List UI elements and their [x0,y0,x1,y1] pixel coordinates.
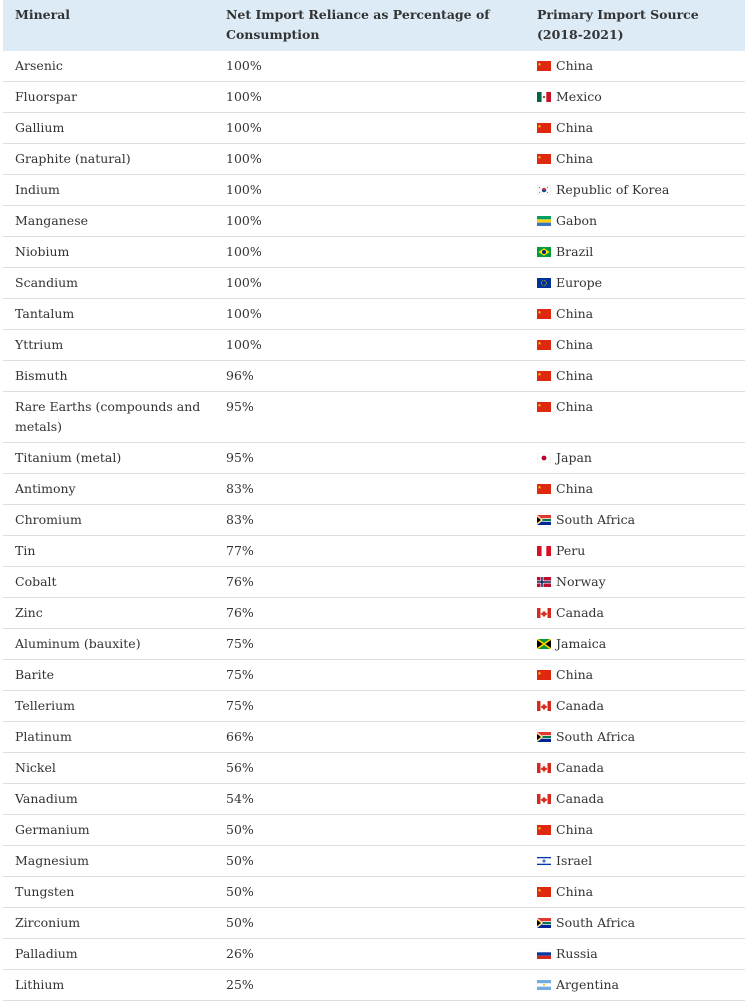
table-row [3,877,745,908]
reliance-cell: 56% [214,753,525,784]
table-row [3,443,745,474]
reliance-cell: 96% [214,361,525,392]
mineral-cell: Cobalt [3,567,214,598]
china-flag-icon [537,371,551,381]
norway-flag-icon [537,577,551,587]
mineral-cell: Niobium [3,237,214,268]
source-cell [525,505,745,536]
reliance-cell: 100% [214,82,525,113]
china-flag-icon [537,123,551,133]
header-reliance: Net Import Reliance as Percentage of Consumption [214,0,525,51]
table-row [3,598,745,629]
source-label: China [556,884,594,899]
japan-flag-icon [537,453,551,463]
canada-flag-icon [537,701,551,711]
mineral-cell: Lithium [3,970,214,1001]
argentina-flag-icon [537,980,551,990]
source-cell [525,722,745,753]
mineral-cell: Magnesium [3,846,214,877]
mineral-cell: Gallium [3,113,214,144]
source-wrapper [537,541,733,561]
table-row [3,815,745,846]
mineral-cell: Antimony [3,474,214,505]
reliance-cell: 100% [214,299,525,330]
source-cell [525,206,745,237]
reliance-cell: 100% [214,330,525,361]
source-label: Europe [556,275,603,290]
source-wrapper [537,603,733,623]
source-wrapper [537,273,733,293]
korea-flag-icon [537,185,551,195]
china-flag-icon [537,484,551,494]
mineral-cell: Fluorspar [3,82,214,113]
source-wrapper [537,944,733,964]
reliance-cell: 25% [214,970,525,1001]
china-flag-icon [537,887,551,897]
mineral-cell: Zirconium [3,908,214,939]
source-wrapper [537,572,733,592]
table-row [3,474,745,505]
reliance-cell: 50% [214,846,525,877]
mineral-cell: Indium [3,175,214,206]
reliance-cell: 83% [214,505,525,536]
source-wrapper [537,758,733,778]
brazil-flag-icon [537,247,551,257]
table-row [3,939,745,970]
china-flag-icon [537,670,551,680]
mineral-import-table [3,0,745,1001]
mineral-cell: Arsenic [3,51,214,82]
mexico-flag-icon [537,92,551,102]
source-cell [525,536,745,567]
israel-flag-icon [537,856,551,866]
header-mineral: Mineral [3,0,214,51]
gabon-flag-icon [537,216,551,226]
mineral-cell: Tantalum [3,299,214,330]
table-row [3,784,745,815]
source-label: Brazil [556,244,594,259]
mineral-cell: Tungsten [3,877,214,908]
table-row [3,505,745,536]
table-header [3,0,745,51]
reliance-cell: 50% [214,877,525,908]
mineral-cell: Germanium [3,815,214,846]
source-wrapper [537,56,733,76]
source-wrapper [537,510,733,530]
source-label: China [556,120,594,135]
source-label: South Africa [556,915,636,930]
source-label: Republic of Korea [556,182,670,197]
source-wrapper [537,242,733,262]
reliance-cell: 76% [214,598,525,629]
source-cell [525,175,745,206]
mineral-cell: Graphite (natural) [3,144,214,175]
table-row [3,361,745,392]
source-cell [525,939,745,970]
mineral-cell: Nickel [3,753,214,784]
eu-flag-icon [537,278,551,288]
reliance-cell: 100% [214,144,525,175]
source-wrapper [537,118,733,138]
table-row [3,330,745,361]
china-flag-icon [537,825,551,835]
mineral-cell: Bismuth [3,361,214,392]
table-row [3,144,745,175]
header-source: Primary Import Source (2018-2021) [525,0,745,51]
reliance-cell: 26% [214,939,525,970]
reliance-cell: 75% [214,691,525,722]
source-wrapper [537,913,733,933]
source-cell [525,268,745,299]
china-flag-icon [537,61,551,71]
source-label: China [556,481,594,496]
source-label: China [556,337,594,352]
mineral-cell: Manganese [3,206,214,237]
reliance-cell: 50% [214,815,525,846]
table-row [3,237,745,268]
reliance-cell: 75% [214,629,525,660]
source-cell [525,784,745,815]
source-wrapper [537,479,733,499]
source-wrapper [537,665,733,685]
source-label: South Africa [556,512,636,527]
source-label: South Africa [556,729,636,744]
mineral-cell: Chromium [3,505,214,536]
reliance-cell: 95% [214,443,525,474]
source-label: Russia [556,946,598,961]
source-label: Japan [556,450,592,465]
source-cell [525,877,745,908]
mineral-cell: Rare Earths (compounds and metals) [3,392,214,443]
source-cell [525,299,745,330]
source-wrapper [537,397,733,417]
reliance-cell: 50% [214,908,525,939]
source-cell [525,629,745,660]
source-label: Canada [556,605,604,620]
russia-flag-icon [537,949,551,959]
source-cell [525,753,745,784]
mineral-cell: Scandium [3,268,214,299]
source-wrapper [537,696,733,716]
source-label: China [556,151,594,166]
table-row [3,691,745,722]
source-wrapper [537,149,733,169]
table-row [3,206,745,237]
reliance-cell: 100% [214,113,525,144]
table-row [3,567,745,598]
source-label: Gabon [556,213,598,228]
reliance-cell: 100% [214,175,525,206]
mineral-cell: Palladium [3,939,214,970]
table-row [3,113,745,144]
source-label: China [556,822,594,837]
mineral-cell: Vanadium [3,784,214,815]
china-flag-icon [537,402,551,412]
source-label: Canada [556,698,604,713]
canada-flag-icon [537,794,551,804]
source-cell [525,330,745,361]
source-cell [525,82,745,113]
south-africa-flag-icon [537,918,551,928]
table-row [3,846,745,877]
jamaica-flag-icon [537,639,551,649]
table-row [3,722,745,753]
canada-flag-icon [537,763,551,773]
source-label: China [556,667,594,682]
source-label: China [556,58,594,73]
table-row [3,970,745,1001]
reliance-cell: 75% [214,660,525,691]
source-cell [525,908,745,939]
source-label: Peru [556,543,586,558]
mineral-cell: Zinc [3,598,214,629]
mineral-cell: Yttrium [3,330,214,361]
source-label: Canada [556,760,604,775]
source-label: Israel [556,853,593,868]
source-wrapper [537,87,733,107]
china-flag-icon [537,309,551,319]
china-flag-icon [537,340,551,350]
table-row [3,908,745,939]
table-body [3,51,745,1001]
source-wrapper [537,448,733,468]
mineral-cell: Barite [3,660,214,691]
source-cell [525,970,745,1001]
source-wrapper [537,975,733,995]
mineral-cell: Tellerium [3,691,214,722]
table-row [3,660,745,691]
table-row [3,51,745,82]
source-wrapper [537,211,733,231]
china-flag-icon [537,154,551,164]
source-wrapper [537,180,733,200]
source-cell [525,51,745,82]
reliance-cell: 100% [214,237,525,268]
mineral-cell: Tin [3,536,214,567]
reliance-cell: 66% [214,722,525,753]
source-cell [525,443,745,474]
source-label: China [556,306,594,321]
peru-flag-icon [537,546,551,556]
source-cell [525,660,745,691]
source-wrapper [537,727,733,747]
table-row [3,268,745,299]
mineral-cell: Titanium (metal) [3,443,214,474]
canada-flag-icon [537,608,551,618]
source-wrapper [537,304,733,324]
source-wrapper [537,882,733,902]
source-label: Mexico [556,89,602,104]
source-wrapper [537,366,733,386]
source-cell [525,237,745,268]
table-row [3,753,745,784]
reliance-cell: 100% [214,268,525,299]
table-row [3,536,745,567]
source-cell [525,474,745,505]
source-cell [525,144,745,175]
source-cell [525,691,745,722]
table-row [3,175,745,206]
header-row [3,0,745,51]
source-wrapper [537,789,733,809]
reliance-cell: 95% [214,392,525,443]
reliance-cell: 77% [214,536,525,567]
source-wrapper [537,851,733,871]
source-cell [525,598,745,629]
reliance-cell: 76% [214,567,525,598]
south-africa-flag-icon [537,732,551,742]
source-label: China [556,368,594,383]
source-label: Norway [556,574,606,589]
source-cell [525,113,745,144]
source-cell [525,361,745,392]
mineral-cell: Aluminum (bauxite) [3,629,214,660]
reliance-cell: 100% [214,206,525,237]
source-cell [525,567,745,598]
table-row [3,629,745,660]
table-row [3,82,745,113]
source-wrapper [537,634,733,654]
table-row [3,392,745,443]
south-africa-flag-icon [537,515,551,525]
reliance-cell: 83% [214,474,525,505]
mineral-cell: Platinum [3,722,214,753]
source-label: Jamaica [556,636,607,651]
source-cell [525,392,745,443]
source-cell [525,815,745,846]
source-label: Argentina [556,977,619,992]
source-label: China [556,399,594,414]
reliance-cell: 54% [214,784,525,815]
reliance-cell: 100% [214,51,525,82]
source-label: Canada [556,791,604,806]
source-wrapper [537,820,733,840]
source-cell [525,846,745,877]
table-row [3,299,745,330]
source-wrapper [537,335,733,355]
